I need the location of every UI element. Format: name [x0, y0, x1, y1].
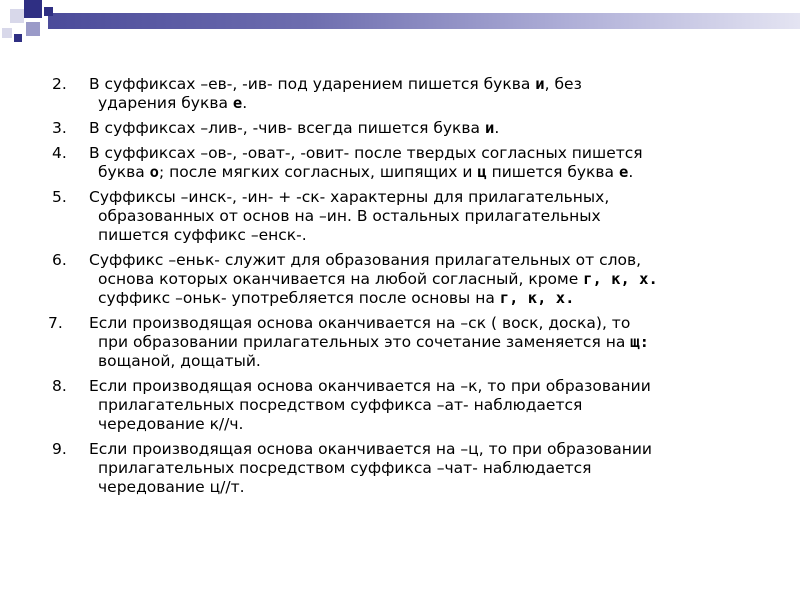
decorative-square: [2, 28, 12, 38]
list-item-line: ударения буква е.: [98, 94, 248, 112]
list-item-line: В суффиксах –ев-, -ив- под ударением пишется буква и, без: [89, 75, 582, 93]
highlighted-letter: г, к, х.: [583, 270, 658, 288]
list-item-line: буква о; после мягких согласных, шипящих и ц пишется буква е.: [98, 163, 634, 181]
list-item: [48, 119, 760, 138]
decorative-square: [24, 0, 42, 18]
list-item-number: 7.: [48, 314, 63, 332]
list-item-line: Суффиксы –инск-, -ин- + -ск- характерны для прилагательных,: [89, 188, 610, 206]
list-item: [48, 144, 760, 182]
list-item-number: 5.: [52, 188, 67, 206]
list-item-number: 3.: [52, 119, 67, 137]
decorative-square: [26, 22, 40, 36]
highlighted-letter: ц: [477, 163, 487, 181]
list-item-number: 8.: [52, 377, 67, 395]
list-item-line: Если производящая основа оканчивается на –к, то при образовании: [89, 377, 651, 395]
list-item-line: В суффиксах –ов-, -оват-, -овит- после твердых согласных пишется: [89, 144, 643, 162]
highlighted-letter: о: [149, 163, 159, 181]
list-item-line: прилагательных посредством суффикса –ат- наблюдается: [98, 396, 583, 414]
list-item-line: суффикс –оньк- употребляется после основы на г, к, х.: [98, 289, 575, 307]
list-item: [48, 314, 760, 371]
list-item-line: основа которых оканчивается на любой согласный, кроме г, к, х.: [98, 270, 658, 288]
decorative-square: [44, 7, 53, 16]
list-item-line: образованных от основ на –ин. В остальных прилагательных: [98, 207, 601, 225]
list-item-line: чередование к//ч.: [98, 415, 244, 433]
list-item-number: 9.: [52, 440, 67, 458]
header-gradient-bar: [48, 13, 800, 29]
list-item-line: Если производящая основа оканчивается на –ск ( воск, доска), то: [89, 314, 631, 332]
highlighted-letter: г, к, х.: [499, 289, 575, 307]
list-item-line: чередование ц//т.: [98, 478, 245, 496]
list-item: [48, 75, 760, 113]
list-item-line: В суффиксах –лив-, -чив- всегда пишется буква и.: [89, 119, 500, 137]
highlighted-letter: е: [232, 94, 243, 112]
list-item: [48, 440, 760, 497]
list-item: [48, 377, 760, 434]
list-item-line: при образовании прилагательных это сочетание заменяется на щ:: [98, 333, 649, 351]
list-item: [48, 251, 760, 308]
decorative-square: [10, 9, 24, 23]
list-item-line: вощаной, дощатый.: [98, 352, 261, 370]
list-item-line: Суффикс –еньк- служит для образования прилагательных от слов,: [89, 251, 642, 269]
list-item-line: пишется суффикс –енск-.: [98, 226, 307, 244]
list-item: [48, 188, 760, 245]
list-item-line: прилагательных посредством суффикса –чат- наблюдается: [98, 459, 592, 477]
highlighted-letter: щ:: [630, 333, 649, 351]
rules-list: [48, 75, 760, 503]
list-item-number: 2.: [52, 75, 67, 93]
list-item-number: 4.: [52, 144, 67, 162]
decorative-square: [14, 34, 22, 42]
highlighted-letter: е: [618, 163, 629, 181]
highlighted-letter: и: [484, 119, 495, 137]
list-item-number: 6.: [52, 251, 67, 269]
highlighted-letter: и: [535, 75, 545, 93]
list-item-line: Если производящая основа оканчивается на –ц, то при образовании: [89, 440, 653, 458]
